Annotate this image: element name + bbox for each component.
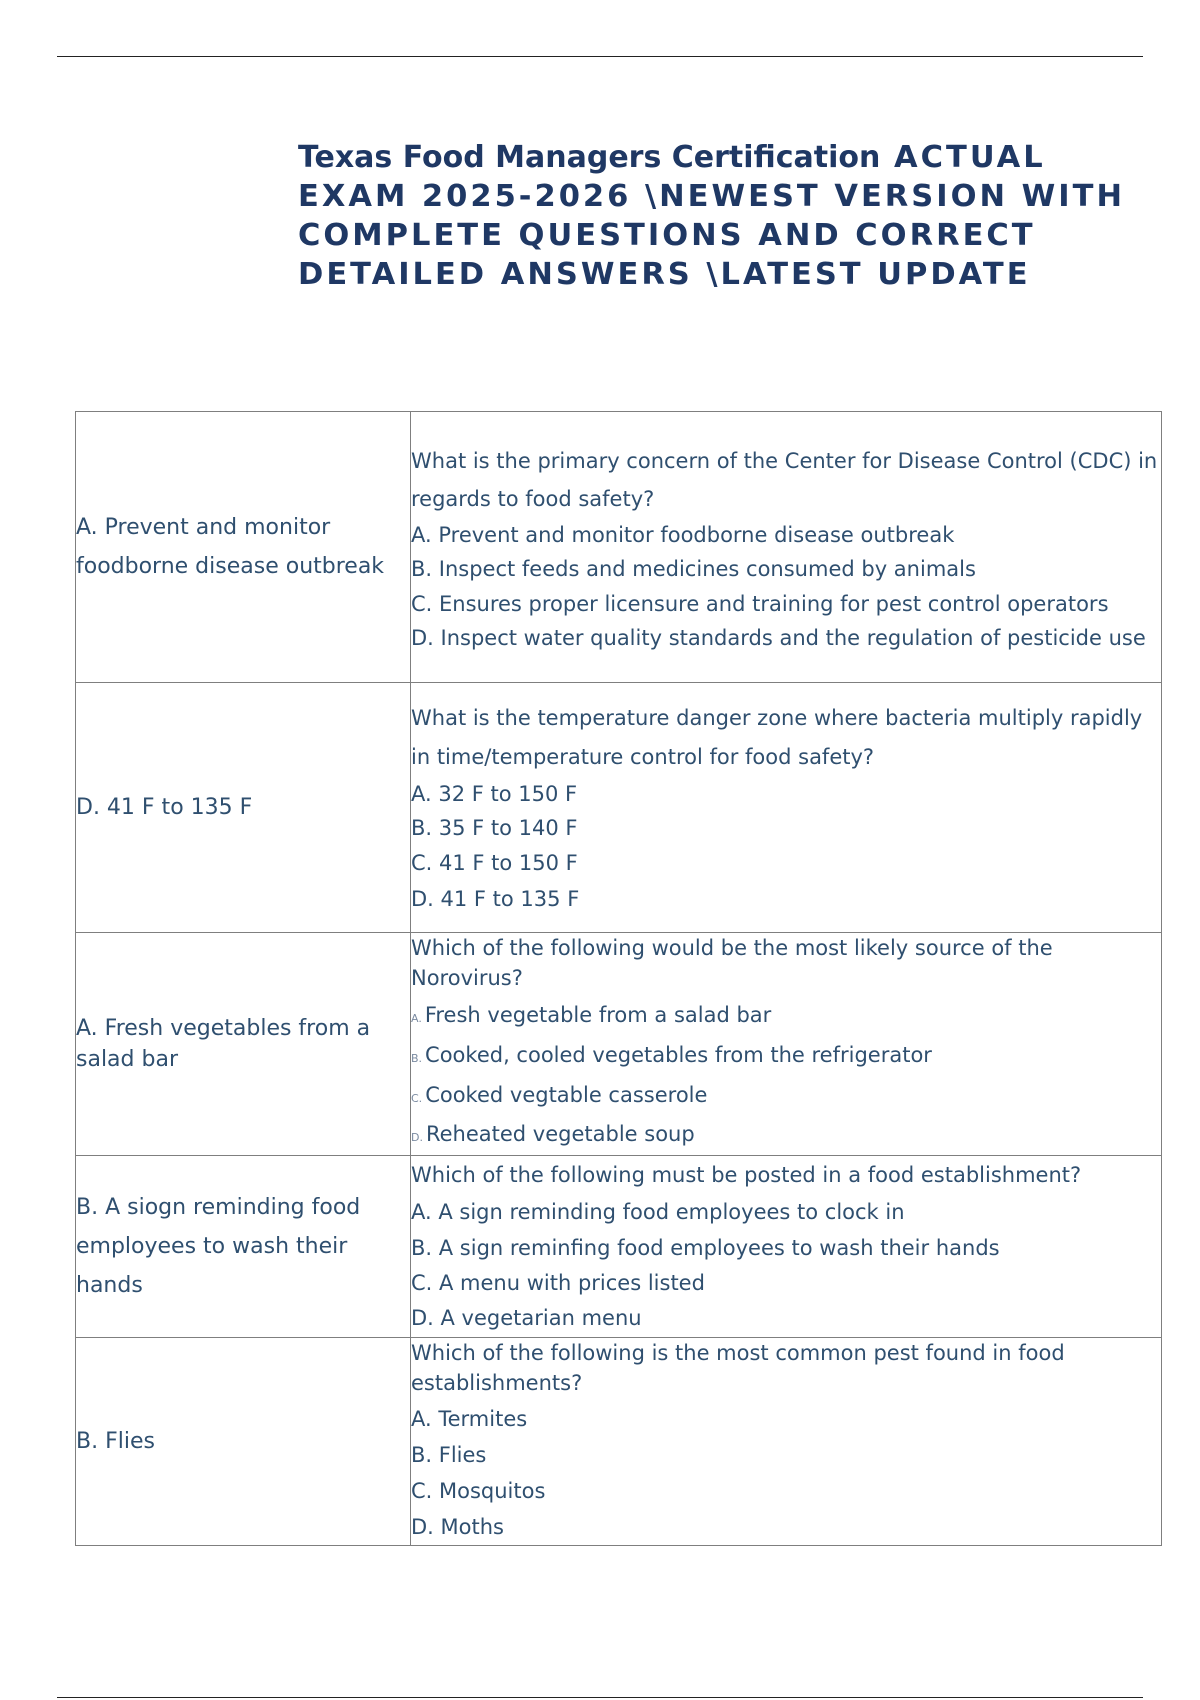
option-a: A. A sign reminding food employees to clock in <box>411 1200 905 1224</box>
qa-table <box>75 411 1162 1546</box>
option-b <box>411 1037 1161 1077</box>
table-row <box>76 1338 1162 1546</box>
option-a: A. Termites <box>411 1407 528 1431</box>
answer-cell <box>76 1338 411 1546</box>
option-b: B. Inspect feeds and medicines consumed by animals <box>411 557 976 581</box>
answer-text: A. Prevent and monitor foodborne disease outbreak <box>76 515 385 579</box>
answer-text: B. Flies <box>76 1429 155 1454</box>
question-cell <box>411 1156 1162 1338</box>
option-a-mark: A. <box>411 1012 422 1025</box>
table-row <box>76 412 1162 683</box>
option-c-mark: C. <box>411 1092 423 1105</box>
option-d <box>411 1117 1161 1155</box>
option-d-text: Reheated vegetable soup <box>425 1122 695 1146</box>
option-a: A. 32 F to 150 F <box>411 781 578 806</box>
header-rule <box>57 56 1143 57</box>
table-row <box>76 1156 1162 1338</box>
question-text: What is the primary concern of the Center for Disease Control (CDC) in regards to food safety? <box>411 449 1158 511</box>
option-d: D. Inspect water quality standards and the regulation of pesticide use <box>411 626 1146 650</box>
option-a <box>411 997 1161 1037</box>
option-b-text: Cooked, cooled vegetables from the refrigerator <box>425 1043 932 1067</box>
question-cell <box>411 1338 1162 1546</box>
question-text: Which of the following must be posted in a food establishment? <box>411 1163 1082 1187</box>
answer-cell <box>76 412 411 683</box>
option-d: D. 41 F to 135 F <box>411 886 580 911</box>
option-c-text: Cooked vegtable casserole <box>425 1083 708 1107</box>
question-cell <box>411 412 1162 683</box>
option-d: D. Moths <box>411 1515 504 1539</box>
option-c: C. A menu with prices listed <box>411 1271 705 1295</box>
option-a: A. Prevent and monitor foodborne disease outbreak <box>411 523 955 547</box>
option-a-text: Fresh vegetable from a salad bar <box>424 1003 772 1027</box>
answer-text: D. 41 F to 135 F <box>76 795 253 820</box>
answer-cell <box>76 933 411 1156</box>
option-c <box>411 1077 1161 1117</box>
table-row <box>76 933 1162 1156</box>
answer-cell <box>76 1156 411 1338</box>
answer-cell <box>76 683 411 933</box>
title-rest: ACTUAL EXAM 2025-2026 \NEWEST VERSION WITH COMPLETE QUESTIONS AND CORRECT DETAILED ANSWERS \LATEST UPDATE <box>298 140 1125 292</box>
option-c: C. 41 F to 150 F <box>411 850 578 875</box>
option-b: B. Flies <box>411 1443 487 1467</box>
option-b: B. 35 F to 140 F <box>411 815 578 840</box>
title-lead: Texas Food Managers Certification <box>298 140 881 175</box>
option-b: B. A sign reminfing food employees to wash their hands <box>411 1236 1000 1260</box>
table-row <box>76 683 1162 933</box>
question-text: Which of the following would be the most likely source of the Norovirus? <box>411 936 1053 990</box>
option-c: C. Mosquitos <box>411 1479 546 1503</box>
answer-text: A. Fresh vegetables from a salad bar <box>76 1016 371 1072</box>
question-cell <box>411 933 1162 1156</box>
option-b-mark: B. <box>411 1052 423 1065</box>
option-d: D. A vegetarian menu <box>411 1306 642 1330</box>
option-d-mark: D. <box>411 1131 423 1144</box>
question-text: Which of the following is the most common pest found in food establishments? <box>411 1341 1065 1395</box>
question-text: What is the temperature danger zone where bacteria multiply rapidly in time/temperature control for food safety? <box>411 705 1143 769</box>
answer-text: B. A siogn reminding food employees to wash their hands <box>76 1195 361 1298</box>
footer-rule <box>57 1697 1143 1698</box>
document-title <box>298 138 1158 294</box>
question-cell <box>411 683 1162 933</box>
option-c: C. Ensures proper licensure and training for pest control operators <box>411 592 1109 616</box>
